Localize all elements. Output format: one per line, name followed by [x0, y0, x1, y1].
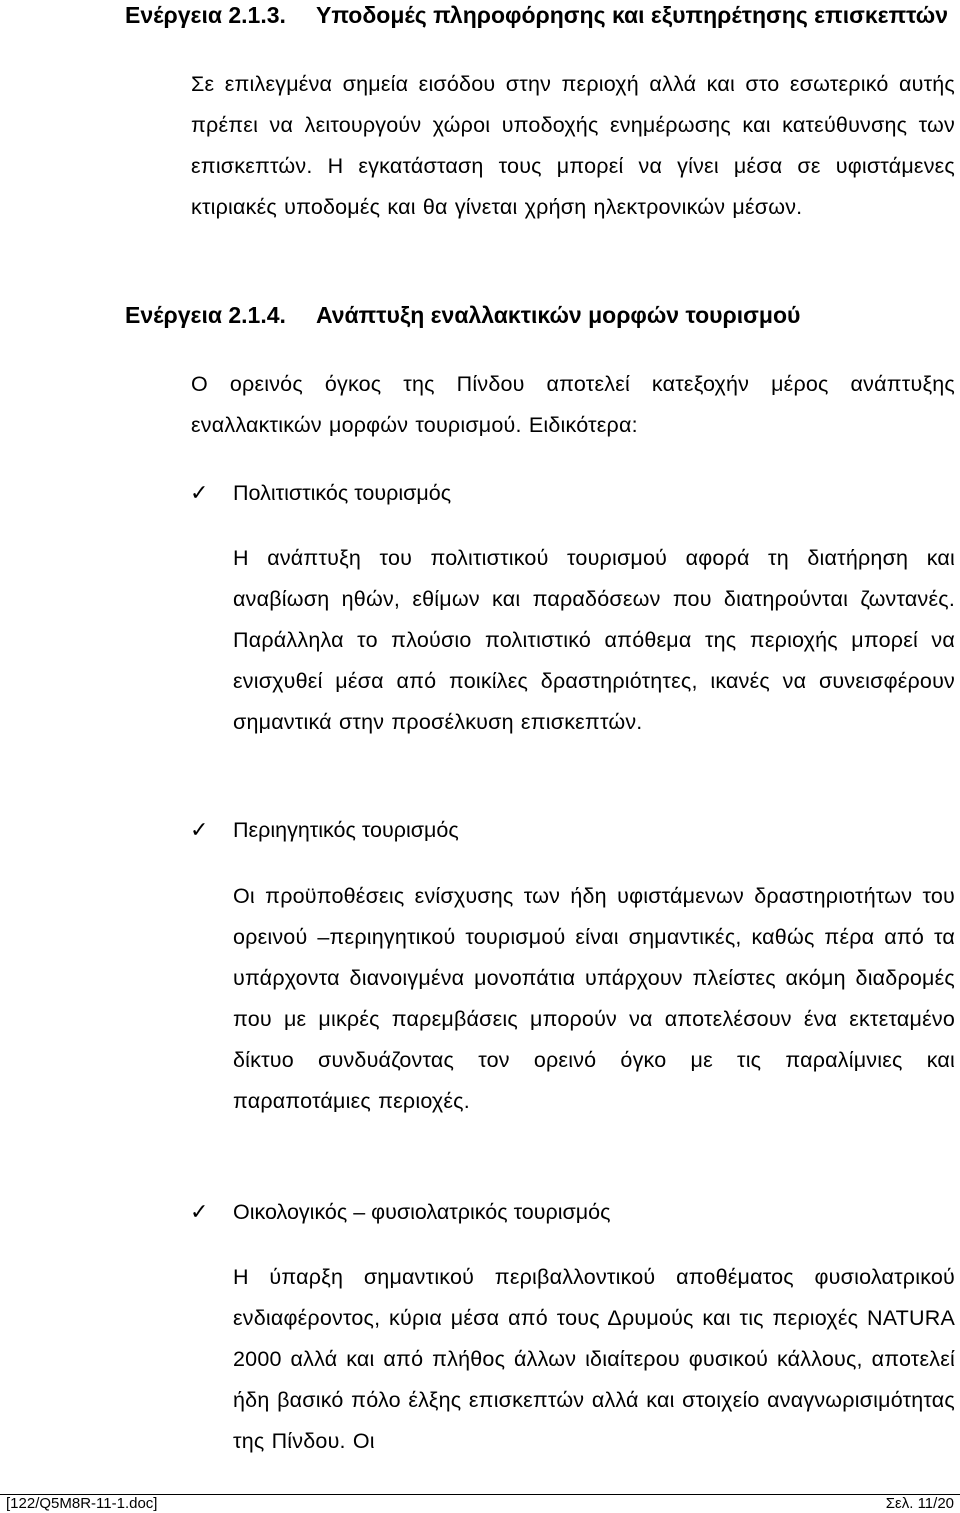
- check-icon: ✓: [190, 480, 209, 505]
- bullet-paragraph: Οι προϋποθέσεις ενίσχυσης των ήδη υφιστάμενων δραστηριοτήτων του ορεινού –περιηγητικού τουρισμού είναι σημαντικές, καθώς πέρα από τα υπάρχοντα διανοιγμένα μονοπάτια υπάρχουν πλείστες ακόμη διαδρομές που με μικρές παρεμβάσεις μπορούν να αποτελέσουν ένα εκτεταμένο δίκτυο συνδυάζοντας τον ορεινό όγκο με τις παραλίμνιες και παραποτάμιες περιοχές.: [233, 884, 955, 1113]
- bullet-title: Περιηγητικός τουρισμός: [233, 818, 459, 842]
- section-number: Ενέργεια 2.1.4.: [125, 302, 286, 328]
- bullet-paragraph: Η ύπαρξη σημαντικού περιβαλλοντικού αποθέματος φυσιολατρικού ενδιαφέροντος, κύρια μέσα από τους Δρυμούς και τις περιοχές NATURA 2000 αλλά και από πλήθος άλλων ιδιαίτερου φυσικού κάλλους, αποτελεί ήδη βασικό πόλο έλξης επισκεπτών αλλά και στοιχείο αναγνωρισιμότητας της Πίνδου. Οι: [233, 1265, 955, 1453]
- bullet-cultural-tourism: [190, 478, 451, 508]
- bullet-paragraph: Η ανάπτυξη του πολιτιστικού τουρισμού αφορά τη διατήρηση και αναβίωση ηθών, εθίμων και παραδόσεων που διατηρούνται ζωντανές. Παράλληλα το πλούσιο πολιτιστικό απόθεμα της περιοχής μπορεί να ενισχυθεί μέσα από ποικίλες δραστηριότητες, ικανές να συνεισφέρουν σημαντικά στην προσέλκυση επισκεπτών.: [233, 546, 955, 734]
- bullet-eco-tourism: [190, 1197, 610, 1227]
- section-heading-2-1-3: [125, 0, 948, 30]
- section-title: Ανάπτυξη εναλλακτικών μορφών τουρισμού: [316, 302, 801, 328]
- section-number: Ενέργεια 2.1.3.: [125, 2, 286, 28]
- bullet-touring-tourism: [190, 815, 459, 845]
- section-paragraph: Ο ορεινός όγκος της Πίνδου αποτελεί κατεξοχήν μέρος ανάπτυξης εναλλακτικών μορφών τουρισμού. Ειδικότερα:: [191, 372, 955, 437]
- bullet-title: Οικολογικός – φυσιολατρικός τουρισμός: [233, 1200, 611, 1224]
- check-icon: ✓: [190, 817, 209, 842]
- section-heading-2-1-4: [125, 300, 800, 330]
- footer-filename: [122/Q5M8R-11-1.doc]: [6, 1495, 158, 1512]
- footer-page-number: Σελ. 11/20: [885, 1495, 954, 1512]
- bullet-title: Πολιτιστικός τουρισμός: [233, 481, 452, 505]
- section-paragraph: Σε επιλεγμένα σημεία εισόδου στην περιοχή αλλά και στο εσωτερικό αυτής πρέπει να λειτουργούν χώροι υποδοχής ενημέρωσης και κατεύθυνσης των επισκεπτών. Η εγκατάσταση τους μπορεί να γίνει μέσα σε υφιστάμενες κτιριακές υποδομές και θα γίνεται χρήση ηλεκτρονικών μέσων.: [191, 72, 955, 219]
- section-title: Υποδομές πληροφόρησης και εξυπηρέτησης επισκεπτών: [316, 2, 949, 28]
- check-icon: ✓: [190, 1199, 209, 1224]
